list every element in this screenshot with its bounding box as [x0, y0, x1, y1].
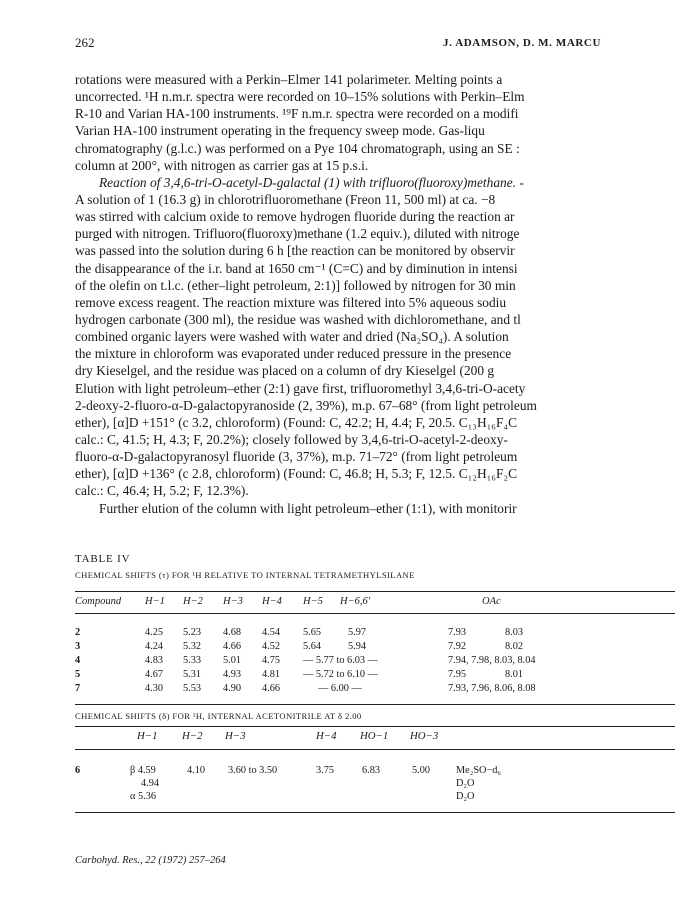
body-text [75, 71, 677, 517]
cell-h6: 5.97 [348, 627, 367, 638]
compound-id: 2 [75, 627, 81, 638]
cell-h5: 5.64 [303, 641, 322, 652]
cell-h56: — 5.72 to 6.10 — [303, 669, 378, 680]
cell-h2: 5.32 [183, 641, 202, 652]
text-line: of the olefin on t.l.c. (ether–light petroleum, 2:1)] followed by nitrogen for 30 min [75, 277, 516, 293]
cell-h3: 4.93 [223, 669, 242, 680]
table-rule-bottom [75, 812, 675, 813]
text-line: rotations were measured with a Perkin–Elmer 141 polarimeter. Melting points a [75, 72, 503, 87]
compound-id: 7 [75, 683, 81, 694]
col-header-h2: H−2 [183, 596, 203, 607]
col-header-h3: H−3 [223, 596, 243, 607]
cell-oac: 7.94, 7.98, 8.03, 8.04 [448, 655, 536, 666]
cell-h1: 4.30 [145, 683, 164, 694]
text-line: was stirred with calcium oxide to remove hydrogen fluoride during the reaction ar [75, 209, 515, 225]
col-header-h4: H−4 [316, 730, 337, 742]
col-header-h6: H−6,6′ [340, 596, 371, 607]
cell-h3: 5.01 [223, 655, 242, 666]
cell-h3: 4.90 [223, 683, 242, 694]
cell-h56: — 6.00 — [318, 683, 362, 694]
table-title: TABLE IV [75, 553, 131, 565]
cell-h1: 4.25 [145, 627, 164, 638]
cell-h4: 4.75 [262, 655, 281, 666]
text-line: uncorrected. ¹H n.m.r. spectra were recorded on 10–15% solutions with Perkin–Elm [75, 89, 525, 105]
col-header-ho3: HO−3 [410, 730, 439, 742]
cell-h4: 4.52 [262, 641, 281, 652]
cell-h2: 5.23 [183, 627, 202, 638]
table-rule-section [75, 704, 675, 705]
cell-h1: 4.67 [145, 669, 164, 680]
table-rule-sub-header [75, 749, 675, 750]
text-line: R-10 and Varian HA-100 instruments. ¹⁹F n.m.r. spectra were recorded on a modifi [75, 106, 519, 122]
compound-id: 4 [75, 655, 81, 666]
text-line: Further elution of the column with light petroleum–ether (1:1), with monitorir [99, 500, 517, 516]
text-line: ether), [α]D +136° (c 2.8, chloroform) (Found: C, 46.8; H, 5.3; F, 12.5. C₁₂H₁₆F₂C [75, 466, 518, 482]
cell-h1: 4.24 [145, 641, 164, 652]
text-line: combined organic layers were washed with water and dried (Na₂SO₄). A solution [75, 329, 509, 345]
text-line: ether), [α]D +151° (c 3.2, chloroform) (Found: C, 42.2; H, 4.4; F, 20.5. C₁₃H₁₆F₄C [75, 414, 518, 430]
running-head: J. ADAMSON, D. M. MARCU [443, 37, 602, 49]
cell-h4: 4.81 [262, 669, 281, 680]
cell-oac: 7.93, 7.96, 8.06, 8.08 [448, 683, 536, 694]
cell-h1: 4.83 [145, 655, 164, 666]
col-header-h1: H−1 [137, 730, 158, 742]
cell-h3: 4.66 [223, 641, 242, 652]
cell-oac: 8.02 [505, 641, 524, 652]
col-header-h5: H−5 [303, 596, 323, 607]
cell-h2: 5.33 [183, 655, 202, 666]
cell-h56: — 5.77 to 6.03 — [303, 655, 378, 666]
cell-oac: 7.92 [448, 641, 467, 652]
text-line: the mixture in chloroform was evaporated under reduced pressure in the presence [75, 346, 512, 362]
journal-footer: Carbohyd. Res., 22 (1972) 257–264 [75, 855, 226, 866]
cell-h3: 3.60 to 3.50 [228, 765, 278, 776]
text-line: fluoro-α-D-galactopyranosyl fluoride (3, 37%), m.p. 71–72° (from light petroleum [75, 449, 518, 465]
cell-h4: 4.66 [262, 683, 281, 694]
section-heading: Reaction of 3,4,6-tri-O-acetyl-D-galactal (1) with trifluoro(fluoroxy)methane. - [99, 174, 524, 190]
text-line: column at 200°, with nitrogen as carrier gas at 15 p.s.i. [75, 157, 369, 173]
compound-id: 6 [75, 765, 81, 776]
cell-h4: 3.75 [316, 765, 335, 776]
col-header-compound: Compound [75, 596, 122, 607]
cell-h6: 5.94 [348, 641, 367, 652]
text-line: the disappearance of the i.r. band at 1650 cm⁻¹ (C=C) and by diminution in intensi [75, 260, 518, 276]
text-line: Elution with light petroleum–ether (2:1) gave first, trifluoromethyl 3,4,6-tri-O-acety [75, 380, 526, 396]
cell-ho1: 6.83 [362, 765, 381, 776]
table-subcaption: CHEMICAL SHIFTS (δ) FOR ¹H, INTERNAL ACETONITRILE AT δ 2.00 [75, 711, 362, 721]
text-line: hydrogen carbonate (300 ml), the residue was washed with dichloromethane, and tl [75, 311, 521, 327]
text-line: Varian HA-100 instrument operating in the frequency sweep mode. Gas-liqu [75, 123, 485, 139]
cell-oac: 8.03 [505, 627, 524, 638]
compound-id: 3 [75, 641, 81, 652]
cell-h5: 5.65 [303, 627, 322, 638]
cell-h2: 5.31 [183, 669, 202, 680]
table-rule-header [75, 613, 675, 614]
text-line: dry Kieselgel, and the residue was placed on a column of dry Kieselgel (200 g [75, 363, 495, 379]
text-line: 2-deoxy-2-fluoro-α-D-galactopyranoside (2, 39%), m.p. 67–68° (from light petroleum [75, 397, 537, 413]
col-header-h3: H−3 [225, 730, 246, 742]
cell-solvent: D₂O [456, 778, 475, 789]
table-rule-sub-top [75, 726, 675, 727]
cell-oac: 7.95 [448, 669, 467, 680]
text-line: calc.: C, 41.5; H, 4.3; F, 20.2%); closely followed by 3,4,6-tri-O-acetyl-2-deoxy- [75, 431, 508, 447]
cell-h4: 4.54 [262, 627, 281, 638]
cell-h1: α 5.36 [130, 791, 156, 802]
cell-h2: 5.53 [183, 683, 202, 694]
text-line: remove excess reagent. The reaction mixture was filtered into 5% aqueous sodiu [75, 294, 507, 310]
col-header-oac: OAc [482, 596, 501, 607]
page-number: 262 [75, 35, 95, 50]
table-caption: CHEMICAL SHIFTS (τ) FOR ¹H RELATIVE TO INTERNAL TETRAMETHYLSILANE [75, 570, 415, 580]
cell-solvent: Me₂SO−d₆ [456, 765, 502, 776]
text-line: A solution of 1 (16.3 g) in chlorotrifluoromethane (Freon 11, 500 ml) at ca. −8 [75, 191, 496, 207]
cell-h1: β 4.59 [130, 765, 156, 776]
text-line: was passed into the solution during 6 h [the reaction can be monitored by observir [75, 243, 515, 259]
compound-id: 5 [75, 669, 81, 680]
text-line: chromatography (g.l.c.) was performed on a Pye 104 chromatograph, using an SE : [75, 140, 520, 156]
cell-oac: 7.93 [448, 627, 467, 638]
cell-solvent: D₂O [456, 791, 475, 802]
col-header-h1: H−1 [145, 596, 165, 607]
col-header-h2: H−2 [182, 730, 203, 742]
cell-h1: 4.94 [141, 778, 160, 789]
col-header-h4: H−4 [262, 596, 282, 607]
cell-h3: 4.68 [223, 627, 242, 638]
col-header-ho1: HO−1 [360, 730, 389, 742]
cell-h2: 4.10 [187, 765, 206, 776]
cell-ho3: 5.00 [412, 765, 431, 776]
text-line: purged with nitrogen. Trifluoro(fluoroxy)methane (1.2 equiv.), diluted with nitroge [75, 226, 520, 242]
table-rule-top [75, 591, 675, 592]
text-line: calc.: C, 46.4; H, 5.2; F, 12.3%). [75, 483, 249, 499]
cell-oac: 8.01 [505, 669, 524, 680]
